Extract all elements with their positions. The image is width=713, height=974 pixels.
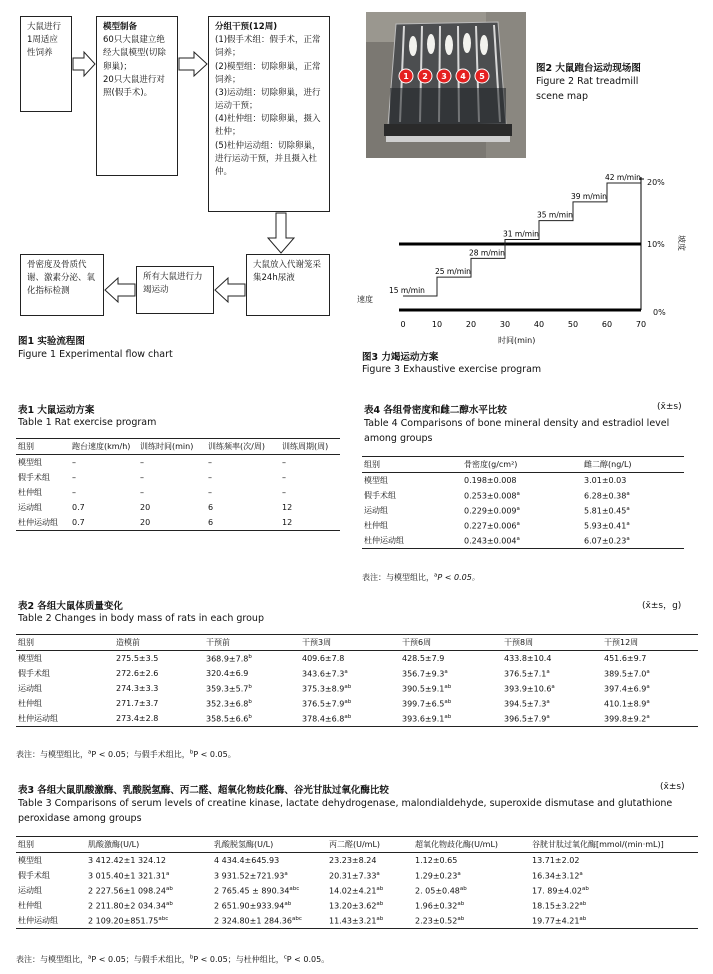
table-cell: 393.9±10.6$^a$ (504, 683, 555, 694)
table-row (16, 883, 698, 898)
flow-box-title: 模型制备 (103, 22, 138, 32)
significance-mark: ab (581, 885, 589, 892)
table-cell: 451.6±9.7 (604, 654, 647, 663)
table-cell: 6.07±0.23$^a$ (582, 533, 684, 549)
significance-mark: a (626, 520, 630, 527)
table-2-body (16, 651, 698, 727)
table-row (362, 473, 684, 489)
flow-arrows (0, 0, 360, 330)
table-cell: 409.6±7.8 (302, 654, 345, 663)
table-cell: 352.3±6.8$^b$ (206, 698, 252, 709)
table-cell: 23.23±8.24 (329, 856, 377, 865)
chart-y-label-slope: 坡度 (677, 235, 686, 251)
significance-mark: a (646, 713, 650, 720)
table-cell: – (140, 473, 144, 482)
speed-step-label: 28 m/min (469, 248, 505, 258)
note-text: 表注：与模型组比， (362, 573, 434, 582)
table-cell: 3 931.52±721.93$^a$ (214, 870, 288, 881)
figure-2-caption-en-2: scene map (536, 91, 589, 102)
significance-mark: a (546, 698, 550, 705)
significance-mark: ab (165, 900, 173, 907)
table-cell: 2 765.45 ± 890.34$^{abc}$ (214, 885, 300, 896)
significance-mark: a (546, 668, 550, 675)
table-row (16, 868, 698, 883)
x-tick-label: 0 (400, 320, 406, 329)
table-row (16, 515, 340, 531)
table-cell: 356.7±9.3$^a$ (402, 668, 448, 679)
slope-tick-label: 0% (653, 308, 666, 317)
table-cell: 2.23±0.52$^{ab}$ (413, 913, 530, 929)
table-cell: 6 (208, 503, 214, 512)
figure-2-caption-en: Figure 2 Rat treadmill (536, 76, 639, 87)
table-header: 组别 (16, 439, 70, 455)
lane-number: 2 (422, 72, 428, 81)
significance-mark: a (626, 505, 630, 512)
table-header: 丙二醛(U/mL) (327, 837, 413, 853)
table-1-caption-en: Table 1 Rat exercise program (18, 417, 157, 428)
significance-mark: a (516, 535, 520, 542)
table-cell: 6.28±0.38$^a$ (584, 490, 630, 501)
table-header: 跑台速度(km/h) (70, 439, 138, 455)
table-cell: 模型组 (18, 458, 42, 467)
table-cell: – (72, 473, 76, 482)
significance-mark: a (546, 713, 550, 720)
table-header: 训练周期(周) (280, 439, 340, 455)
significance-mark: b (248, 713, 252, 720)
table-row (362, 488, 684, 503)
significance-mark: a (516, 505, 520, 512)
speed-step-label: 42 m/min (605, 173, 641, 182)
table-cell: 376.5±7.9$^{ab}$ (302, 698, 352, 709)
note-text: P < 0.05。 (193, 750, 236, 759)
table-cell: – (282, 488, 286, 497)
table-cell: 428.5±7.9 (402, 654, 445, 663)
table-cell: 0.227±0.006$^a$ (464, 520, 520, 531)
table-cell: 2 324.80±1 284.36$^{abc}$ (212, 913, 327, 929)
table-1-caption-cn: 表1 大鼠运动方案 (18, 405, 95, 416)
table-cell: 359.3±5.7$^b$ (206, 683, 252, 694)
significance-mark: a (516, 490, 520, 497)
table-row (16, 898, 698, 913)
note-sup: a (88, 954, 92, 961)
table-cell: 0.243±0.004$^a$ (462, 533, 582, 549)
table-row (16, 500, 340, 515)
lane-number: 4 (460, 72, 466, 81)
table-row (16, 681, 698, 696)
table-header: 造模前 (114, 635, 204, 651)
table-cell: 运动组 (364, 506, 388, 515)
slope-tick-label: 20% (647, 178, 665, 187)
flow-box-text: 大鼠放入代谢笼采集24h尿液 (253, 260, 322, 284)
note-sup: b (189, 954, 194, 961)
significance-mark: a (457, 870, 461, 877)
table-cell: 2. 05±0.48$^{ab}$ (415, 885, 467, 896)
figure-3-caption-cn: 图3 力竭运动方案 (362, 352, 439, 363)
table-2 (16, 634, 698, 727)
flow-box-line: (4)杜仲组：切除卵巢，摄入杜仲； (215, 114, 321, 138)
chart-y-label-speed: 速度 (357, 295, 373, 304)
x-tick-label: 10 (431, 320, 443, 329)
table-cell: 399.8±9.2$^a$ (602, 711, 698, 727)
table-cell: – (208, 458, 212, 467)
table-cell: 394.5±7.3$^a$ (504, 698, 550, 709)
table-cell: – (208, 488, 212, 497)
flow-box-title: 分组干预(12周) (215, 22, 278, 32)
table-header: 干预3周 (300, 635, 400, 651)
table-cell: 3.01±0.03 (584, 476, 627, 485)
table-cell: 393.6±9.1$^{ab}$ (400, 711, 502, 727)
significance-mark: ab (457, 900, 465, 907)
significance-mark: a (551, 683, 555, 690)
significance-mark: abc (289, 885, 300, 892)
table-cell: 274.3±3.3 (116, 684, 159, 693)
table-cell: 368.9±7.8$^b$ (206, 653, 252, 664)
table-cell: 271.7±3.7 (116, 699, 159, 708)
significance-mark: ab (459, 885, 467, 892)
speed-step-label: 31 m/min (503, 229, 539, 239)
table-cell: 杜仲运动组 (16, 711, 114, 727)
table-3-caption-en: Table 3 Comparisons of serum levels of creatine kinase, lactate dehydrogenase, malondialdehyde, superoxide dismutase and glutathione (18, 798, 673, 809)
significance-mark: a (344, 668, 348, 675)
table-1-body (16, 455, 340, 531)
table-cell: 378.4±6.8$^{ab}$ (300, 711, 400, 727)
table-row (16, 651, 698, 667)
table-cell: 运动组 (18, 503, 42, 512)
arrow-down-icon (268, 213, 294, 253)
table-cell: 12 (280, 515, 340, 531)
table-cell: 杜仲运动组 (16, 913, 86, 929)
table-cell: 0.229±0.009$^a$ (464, 505, 520, 516)
table-cell: 假手术组 (18, 669, 50, 678)
table-row (16, 853, 698, 869)
table-header: 骨密度(g/cm²) (462, 457, 582, 473)
table-cell: 运动组 (18, 886, 42, 895)
table-header: 超氧化物歧化酶(U/mL) (413, 837, 530, 853)
significance-mark: ab (165, 885, 173, 892)
table-cell: 2 651.90±933.94$^{ab}$ (214, 900, 292, 911)
table-4-note (362, 572, 480, 583)
table-cell: 320.4±6.9 (206, 669, 249, 678)
significance-mark: ab (579, 900, 587, 907)
table-header: 训练频率(次/周) (206, 439, 280, 455)
table-row (16, 711, 698, 727)
significance-mark: a (646, 698, 650, 705)
table-cell: 272.6±2.6 (116, 669, 159, 678)
table-cell: 杜仲运动组 (16, 515, 70, 531)
figure-3-caption-en: Figure 3 Exhaustive exercise program (362, 364, 542, 375)
table-cell: – (208, 473, 212, 482)
table-row (362, 533, 684, 549)
table-cell: 18.15±3.22$^{ab}$ (532, 900, 587, 911)
table-cell: 13.20±3.62$^{ab}$ (329, 900, 384, 911)
table-cell: 20 (140, 503, 151, 512)
table-2-caption-en: Table 2 Changes in body mass of rats in each group (18, 613, 264, 624)
speed-step-label: 15 m/min (389, 286, 425, 295)
arrow-left-icon (215, 278, 245, 302)
flow-box-line: (3)运动组：切除卵巢，进行运动干预； (215, 87, 321, 112)
table-row (16, 455, 340, 471)
table-cell: 0.253±0.008$^a$ (464, 490, 520, 501)
note-sup: b (189, 749, 194, 756)
table-3-body (16, 853, 698, 929)
table-header: 谷胱甘肽过氧化酶[mmol/(min·mL)] (530, 837, 698, 853)
table-cell: 433.8±10.4 (504, 654, 552, 663)
table-cell: 模型组 (18, 654, 42, 663)
significance-mark: ab (344, 698, 352, 705)
flow-box-line: 60只大鼠建立绝经大鼠模型(切除卵巢)； (103, 35, 166, 72)
table-cell: 模型组 (18, 856, 42, 865)
x-tick-label: 30 (499, 320, 511, 329)
chart-x-label: 时间(min) (498, 336, 536, 345)
note-text: P < 0.05；与杜仲组比， (193, 955, 284, 964)
table-1 (16, 438, 340, 531)
table-4-caption-cn: 表4 各组骨密度和雌二醇水平比较 (364, 405, 507, 416)
table-3-unit: (x̄±s) (660, 782, 685, 792)
significance-mark: ab (284, 900, 292, 907)
table-cell: 273.4±2.8 (114, 711, 204, 727)
table-cell: 1.29±0.23$^a$ (415, 870, 461, 881)
significance-mark: abc (158, 915, 169, 922)
note-text: P < 0.05；与假手术组比， (91, 955, 190, 964)
table-cell: 397.4±6.9$^a$ (604, 683, 650, 694)
table-cell: 模型组 (364, 476, 388, 485)
note-sup: a (434, 572, 438, 579)
note-text: P < 0.05。 (286, 955, 330, 964)
table-header: 干预8周 (502, 635, 602, 651)
table-2-unit: (x̄±s，g) (642, 601, 682, 611)
table-cell: 389.5±7.0$^a$ (604, 668, 650, 679)
flow-box-text: 大鼠进行1周适应性饲养 (27, 22, 62, 59)
table-cell: 6 (206, 515, 280, 531)
significance-mark: a (626, 535, 630, 542)
table-4-unit: (x̄±s) (657, 402, 682, 412)
note-text: 表注：与模型组比， (16, 955, 88, 964)
significance-mark: b (248, 698, 252, 705)
significance-mark: ab (579, 915, 587, 922)
lane-number: 5 (479, 72, 485, 81)
table-cell: 杜仲组 (18, 699, 42, 708)
table-header: 乳酸脱氢酶(U/L) (212, 837, 327, 853)
figure-1-caption-en: Figure 1 Experimental flow chart (18, 349, 173, 360)
table-cell: 17. 89±4.02$^{ab}$ (532, 885, 589, 896)
figure-1-caption-cn: 图1 实验流程图 (18, 336, 85, 347)
table-cell: – (282, 473, 286, 482)
table-row (16, 666, 698, 681)
exercise-program-chart (355, 165, 705, 350)
significance-mark: ab (344, 683, 352, 690)
table-header: 组别 (362, 457, 462, 473)
flow-box-line: (1)假手术组：假手术，正常饲养； (215, 35, 321, 59)
significance-mark: ab (344, 713, 352, 720)
significance-mark: abc (291, 915, 302, 922)
lane-number: 3 (441, 72, 447, 81)
table-cell: 4 434.4±645.93 (214, 856, 280, 865)
table-cell: 1.12±0.65 (415, 856, 458, 865)
table-row (16, 470, 340, 485)
table-2-note (16, 749, 236, 760)
significance-mark: b (248, 653, 252, 660)
flow-box-line: (2)模型组：切除卵巢，正常饲养； (215, 61, 321, 85)
table-header: 雌二醇(ng/L) (582, 457, 684, 473)
table-cell: 3 412.42±1 324.12 (88, 856, 166, 865)
table-3-note (16, 954, 329, 965)
significance-mark: ab (444, 698, 452, 705)
table-3-caption-en-2: peroxidase among groups (18, 813, 142, 824)
significance-mark: a (444, 668, 448, 675)
table-row (362, 518, 684, 533)
significance-mark: ab (444, 683, 452, 690)
table-cell: 2 109.20±851.75$^{abc}$ (86, 913, 212, 929)
table-cell: 375.3±8.9$^{ab}$ (302, 683, 352, 694)
table-cell: 5.93±0.41$^a$ (584, 520, 630, 531)
table-header: 干预6周 (400, 635, 502, 651)
table-row (16, 913, 698, 929)
table-row (16, 696, 698, 711)
flow-box-line: (5)杜仲运动组：切除卵巢，进行运动干预，并且摄入杜仲。 (215, 140, 321, 177)
table-cell: 假手术组 (18, 473, 50, 482)
table-cell: 杜仲组 (364, 521, 388, 530)
table-cell: 运动组 (18, 684, 42, 693)
significance-mark: a (165, 870, 170, 877)
table-cell: 19.77±4.21$^{ab}$ (530, 913, 698, 929)
flow-box-text: 骨密度及骨质代谢、激素分泌、氧化指标检测 (27, 260, 96, 297)
table-header: 组别 (16, 837, 86, 853)
table-cell: 20.31±7.33$^a$ (329, 870, 380, 881)
table-3-caption-cn: 表3 各组大鼠肌酸激酶、乳酸脱氢酶、丙二醛、超氧化物歧化酶、谷光甘肽过氧化酶比较 (18, 785, 389, 796)
table-cell: 20 (138, 515, 206, 531)
table-cell: – (282, 458, 286, 467)
significance-mark: a (579, 870, 583, 877)
x-tick-label: 50 (567, 320, 579, 329)
note-text: P < 0.05；与假手术组比， (91, 750, 190, 759)
significance-mark: a (626, 490, 630, 497)
table-cell: 13.71±2.02 (532, 856, 580, 865)
table-header: 干预前 (204, 635, 300, 651)
x-tick-label: 40 (533, 320, 545, 329)
note-sup: c (283, 954, 287, 961)
table-header: 干预12周 (602, 635, 698, 651)
table-cell: 399.7±6.5$^{ab}$ (402, 698, 452, 709)
table-cell: – (140, 458, 144, 467)
flow-box-line: 20只大鼠进行对照(假手术)。 (103, 74, 165, 98)
table-2-caption-cn: 表2 各组大鼠体质量变化 (18, 601, 123, 612)
significance-mark: a (284, 870, 288, 877)
significance-mark: a (376, 870, 380, 877)
table-cell: 0.7 (72, 503, 85, 512)
significance-mark: a (516, 520, 520, 527)
arrow-right-icon (179, 52, 207, 76)
note-text: P < 0.05。 (437, 573, 480, 582)
table-cell: 410.1±8.9$^a$ (604, 698, 650, 709)
table-cell: 396.5±7.9$^a$ (502, 711, 602, 727)
table-cell: 假手术组 (18, 871, 50, 880)
table-cell: 11.43±3.21$^{ab}$ (327, 913, 413, 929)
table-4-caption-en: Table 4 Comparisons of bone mineral density and estradiol level (364, 418, 670, 429)
table-header: 训练时间(min) (138, 439, 206, 455)
slope-tick-label: 10% (647, 240, 665, 249)
table-cell: – (72, 458, 76, 467)
note-text: 表注：与模型组比， (16, 750, 88, 759)
table-cell: 假手术组 (364, 491, 396, 500)
significance-mark: ab (444, 713, 452, 720)
table-cell: 0.7 (70, 515, 138, 531)
x-tick-label: 70 (635, 320, 647, 329)
table-4-caption-en-2: among groups (364, 433, 433, 444)
figure-2-caption-cn: 图2 大鼠跑台运动现场图 (536, 63, 641, 74)
x-tick-label: 20 (465, 320, 477, 329)
table-4 (362, 456, 684, 549)
table-cell: 5.81±0.45$^a$ (584, 505, 630, 516)
speed-step-label: 39 m/min (571, 191, 607, 201)
table-cell: – (140, 488, 144, 497)
table-cell: 275.5±3.5 (116, 654, 159, 663)
lane-number: 1 (403, 72, 409, 81)
table-cell: 3 015.40±1 321.31$^a$ (88, 870, 170, 881)
table-cell: 1.96±0.32$^{ab}$ (415, 900, 465, 911)
significance-mark: ab (376, 915, 384, 922)
table-cell: 358.5±6.6$^b$ (204, 711, 300, 727)
significance-mark: b (248, 683, 252, 690)
table-cell: – (72, 488, 76, 497)
speed-step-label: 25 m/min (435, 267, 471, 277)
significance-mark: ab (457, 915, 465, 922)
table-3 (16, 836, 698, 929)
table-cell: 376.5±7.1$^a$ (504, 668, 550, 679)
speed-step-label: 35 m/min (537, 210, 573, 220)
treadmill-photo (366, 12, 526, 158)
table-cell: 杜仲运动组 (362, 533, 462, 549)
table-cell: 343.6±7.3$^a$ (302, 668, 348, 679)
table-4-body (362, 473, 684, 549)
table-row (362, 503, 684, 518)
table-cell: 2 227.56±1 098.24$^{ab}$ (88, 885, 173, 896)
table-cell: 杜仲组 (18, 901, 42, 910)
significance-mark: ab (376, 885, 384, 892)
significance-mark: a (646, 668, 650, 675)
table-row (16, 485, 340, 500)
arrow-left-icon (105, 278, 135, 302)
table-cell: 16.34±3.12$^a$ (532, 870, 583, 881)
arrow-right-icon (73, 52, 95, 76)
flow-box-text: 所有大鼠进行力竭运动 (143, 272, 203, 296)
table-cell: 14.02±4.21$^{ab}$ (329, 885, 384, 896)
significance-mark: a (646, 683, 650, 690)
x-tick-label: 60 (601, 320, 613, 329)
note-sup: a (88, 749, 92, 756)
table-cell: 0.198±0.008 (464, 476, 517, 485)
table-header: 组别 (16, 635, 114, 651)
table-cell: 杜仲组 (18, 488, 42, 497)
significance-mark: ab (376, 900, 384, 907)
table-cell: 2 211.80±2 034.34$^{ab}$ (88, 900, 173, 911)
table-header: 肌酸激酶(U/L) (86, 837, 212, 853)
table-cell: 12 (282, 503, 293, 512)
table-cell: 390.5±9.1$^{ab}$ (402, 683, 452, 694)
